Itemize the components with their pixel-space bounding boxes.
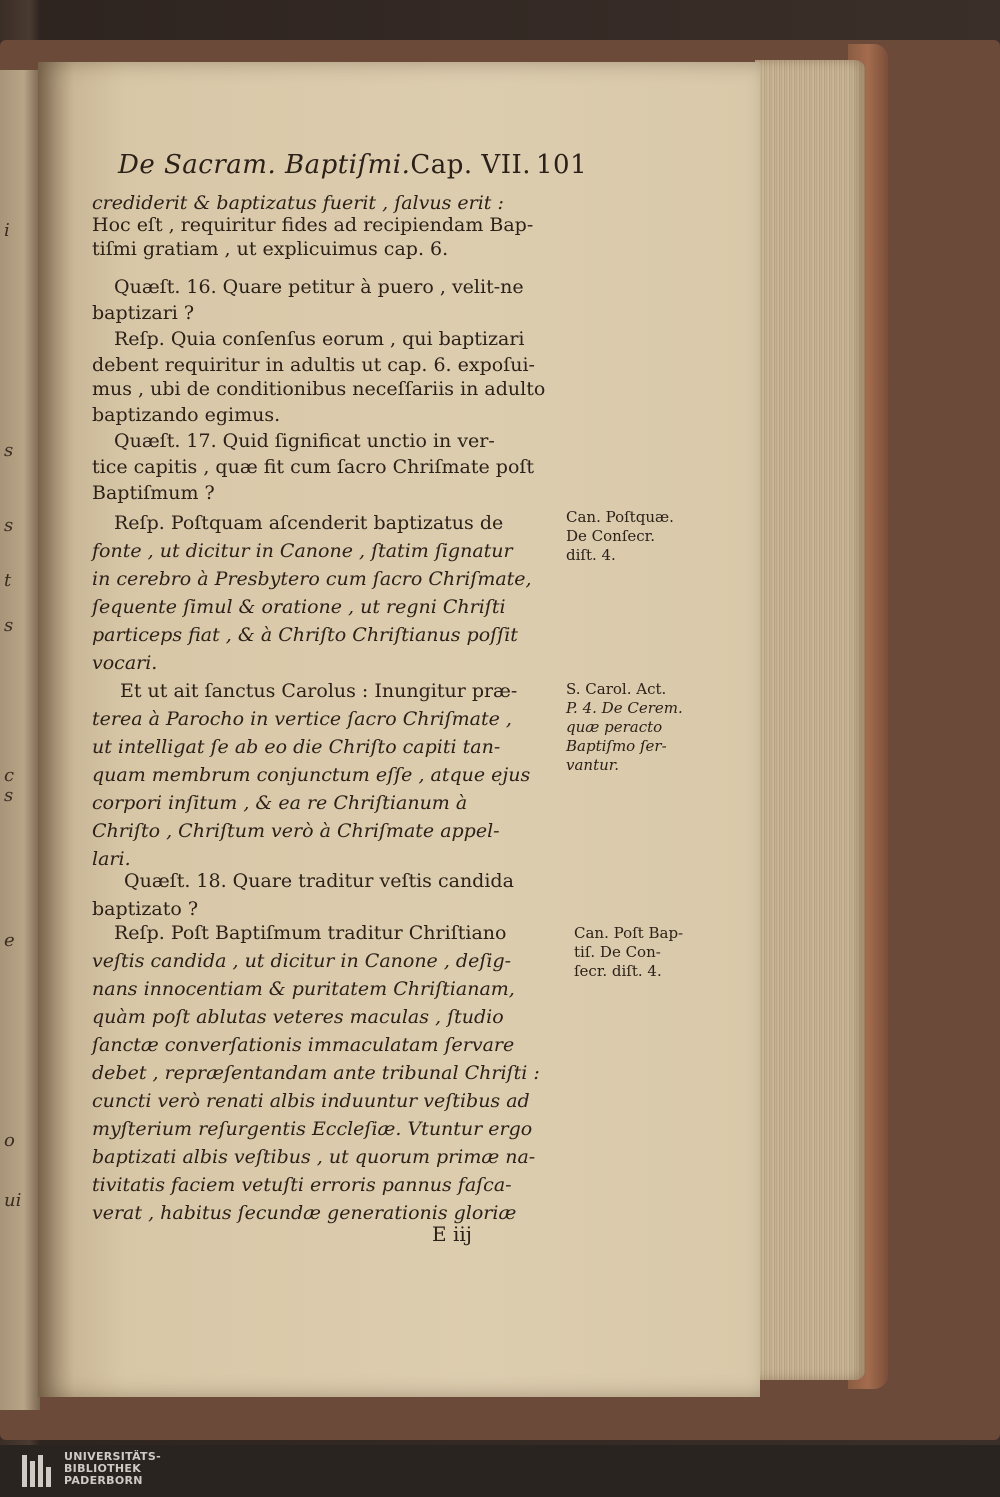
margin-note-s-carolus: S. Carol. Act. P. 4. De Cerem. quæ peracto Baptiſmo ſer- vantur. bbox=[566, 680, 683, 774]
folio-number: 101 bbox=[536, 150, 588, 180]
left-page-fragments bbox=[0, 70, 40, 1410]
text-line: tiſmi gratiam , ut explicuimus cap. 6. bbox=[92, 238, 449, 260]
text-line: ut intelligat ſe ab eo die Chriſto capiti tan- bbox=[92, 736, 501, 758]
left-fragment: t bbox=[4, 570, 12, 591]
text-line: myſterium reſurgentis Eccleſiæ. Vtuntur ergo bbox=[92, 1118, 533, 1140]
text-line: veſtis candida , ut dicitur in Canone , deſig- bbox=[92, 950, 512, 972]
left-fragment: o bbox=[4, 1130, 15, 1151]
library-logo-icon bbox=[20, 1451, 54, 1491]
text-line: in cerebro à Presbytero cum ſacro Chriſmate, bbox=[92, 568, 532, 590]
text-line: mus , ubi de conditionibus neceſſariis in adulto bbox=[92, 378, 546, 400]
left-fragment: ui bbox=[4, 1190, 22, 1211]
text-line: debent requiritur in adultis ut cap. 6. expoſui- bbox=[92, 354, 535, 376]
text-line: Chriſto , Chriſtum verò à Chriſmate appel- bbox=[92, 820, 500, 842]
text-line: baptizato ? bbox=[92, 898, 199, 920]
text-line: ſequente ſimul & oratione , ut regni Chriſti bbox=[92, 596, 506, 618]
text-line: terea à Parocho in vertice ſacro Chriſmate , bbox=[92, 708, 512, 730]
text-line: vocari. bbox=[92, 652, 158, 674]
margin-note-canon-post-baptismum: Can. Poſt Bap- tiſ. De Con- ſecr. diſt. 4. bbox=[574, 924, 684, 980]
left-fragment: s bbox=[4, 515, 14, 536]
text-line: crediderit & baptizatus fuerit , ſalvus erit : bbox=[92, 192, 504, 214]
signature-mark: E iij bbox=[432, 1222, 472, 1246]
left-fragment: s bbox=[4, 440, 14, 461]
library-logo-text: UNIVERSITÄTS- BIBLIOTHEK PADERBORN bbox=[64, 1450, 161, 1487]
text-line: Baptiſmum ? bbox=[92, 482, 215, 504]
margin-note-canon-postquam: Can. Poſtquæ. De Conſecr. diſt. 4. bbox=[566, 508, 674, 564]
text-line: Reſp. Poſt Baptiſmum traditur Chriſtiano bbox=[114, 922, 507, 944]
text-line: baptizari ? bbox=[92, 302, 195, 324]
page-fore-edge bbox=[755, 60, 865, 1380]
text-line: tice capitis , quæ fit cum ſacro Chriſmate poſt bbox=[92, 456, 535, 478]
text-line: Quæſt. 17. Quid ſignificat unctio in ver- bbox=[114, 430, 495, 452]
left-fragment: i bbox=[4, 220, 10, 241]
running-header bbox=[118, 150, 588, 180]
text-line: ſanctæ converſationis immaculatam ſervare bbox=[92, 1034, 515, 1056]
text-line: Quæſt. 16. Quare petitur à puero , velit-ne bbox=[114, 276, 524, 298]
text-line: baptizati albis veſtibus , ut quorum primæ na- bbox=[92, 1146, 536, 1168]
text-line: Et ut ait ſanctus Carolus : Inungitur præ- bbox=[120, 680, 518, 702]
left-fragment: e bbox=[4, 930, 15, 951]
text-line: debet , repræſentandam ante tribunal Chriſti : bbox=[92, 1062, 540, 1084]
left-fragment: c bbox=[4, 765, 15, 786]
text-line: Reſp. Quia conſenſus eorum , qui baptizari bbox=[114, 328, 525, 350]
chapter-label: Cap. VII. bbox=[410, 150, 532, 180]
left-fragment: s bbox=[4, 785, 14, 806]
text-line: fonte , ut dicitur in Canone , ſtatim ſignatur bbox=[92, 540, 513, 562]
running-title: De Sacram. Baptiſmi. bbox=[118, 150, 411, 180]
text-line: nans innocentiam & puritatem Chriſtianam, bbox=[92, 978, 515, 1000]
text-line: quàm poſt ablutas veteres maculas , ſtudio bbox=[92, 1006, 504, 1028]
text-line: quam membrum conjunctum eſſe , atque ejus bbox=[92, 764, 531, 786]
text-line: baptizando egimus. bbox=[92, 404, 281, 426]
left-page-sliver bbox=[0, 70, 40, 1410]
text-line: Reſp. Poſtquam aſcenderit baptizatus de bbox=[114, 512, 504, 534]
text-line: Quæſt. 18. Quare traditur veſtis candida bbox=[124, 870, 514, 892]
text-line: Hoc eſt , requiritur fides ad recipiendam Bap- bbox=[92, 214, 534, 236]
text-line: corpori inſitum , & ea re Chriſtianum à bbox=[92, 792, 468, 814]
text-line: verat , habitus ſecundæ generationis gloriæ bbox=[92, 1202, 517, 1224]
left-fragment: s bbox=[4, 615, 14, 636]
text-line: tivitatis faciem vetuſti erroris pannus faſca- bbox=[92, 1174, 512, 1196]
text-line: lari. bbox=[92, 848, 131, 870]
text-line: particeps fiat , & à Chriſto Chriſtianus poſſit bbox=[92, 624, 518, 646]
text-line: cuncti verò renati albis induuntur veſtibus ad bbox=[92, 1090, 530, 1112]
